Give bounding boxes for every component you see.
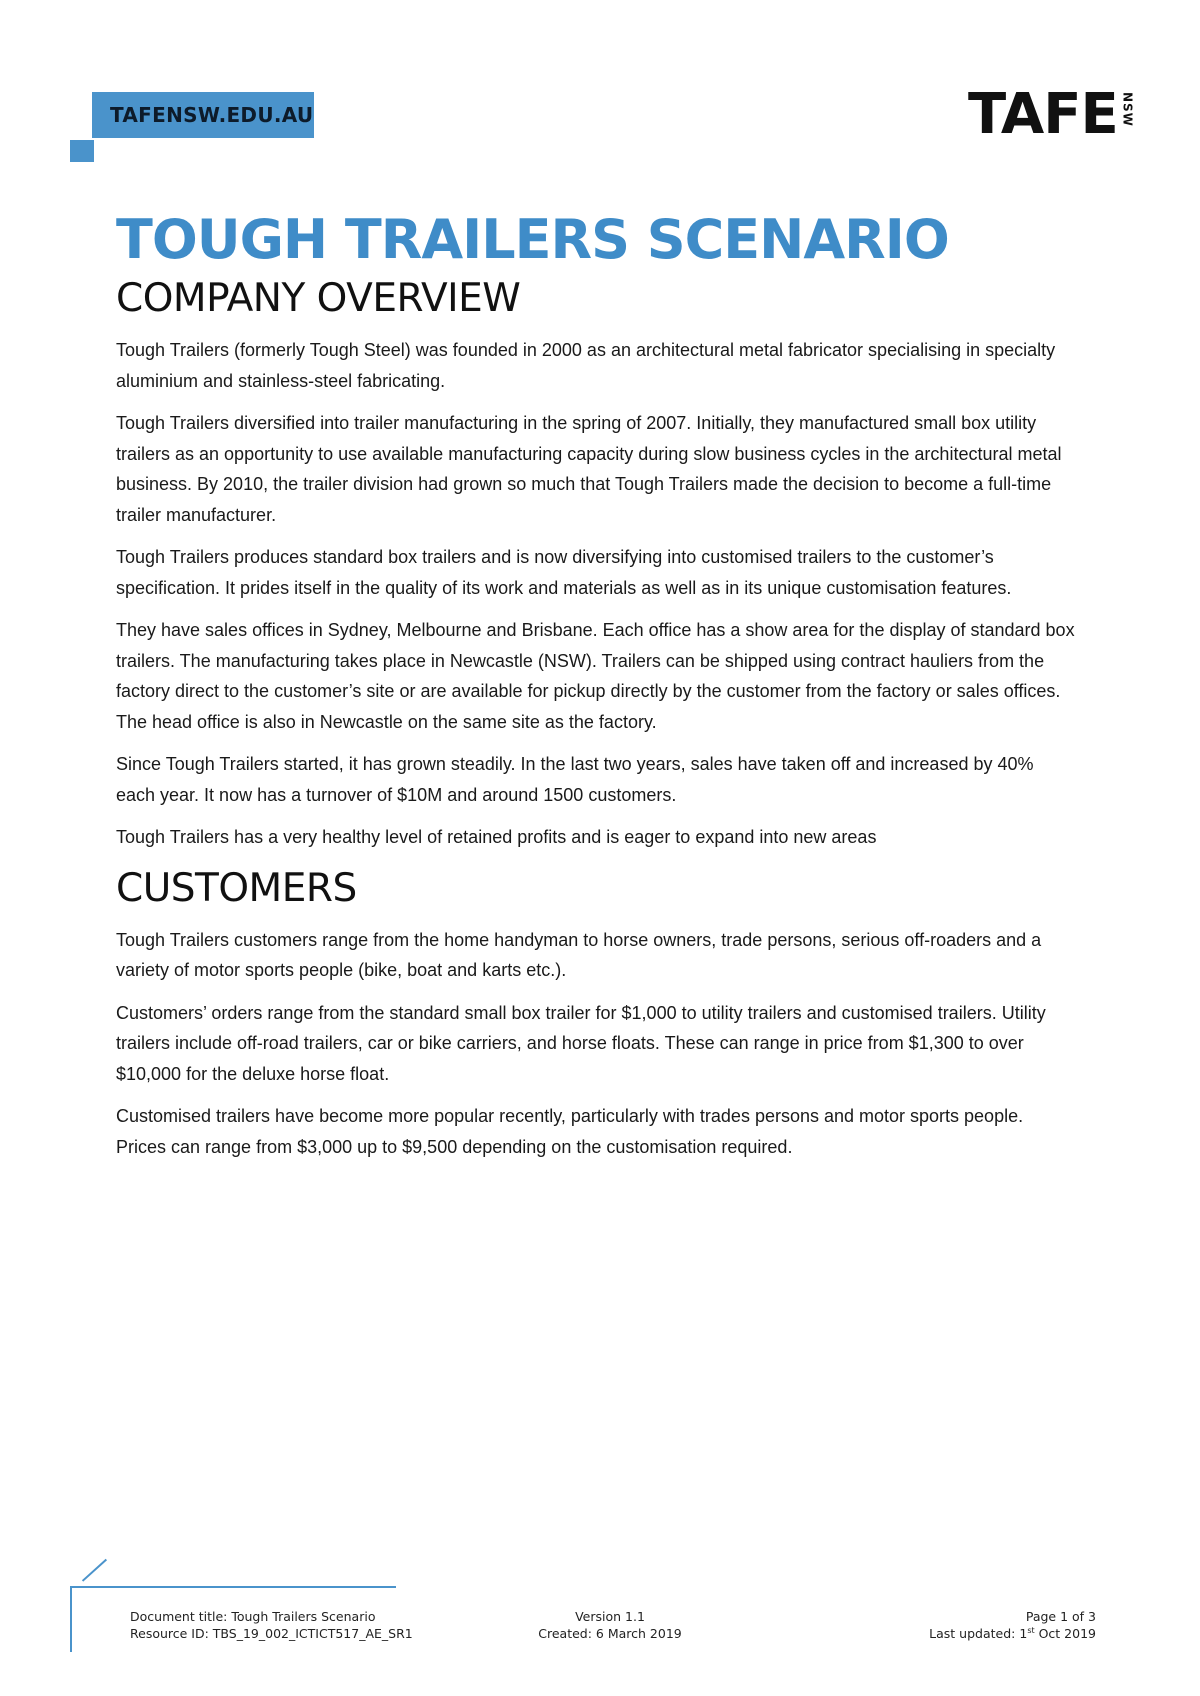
footer-page-number: Page 1 of 3 bbox=[1025, 1609, 1096, 1624]
section-company-overview bbox=[116, 335, 1076, 853]
paragraph: Since Tough Trailers started, it has grown steadily. In the last two years, sales have taken off and increased by 40% each year. It now has a turnover of $10M and around 1500 customers. bbox=[116, 754, 1034, 805]
section-heading-company-overview: COMPANY OVERVIEW bbox=[116, 276, 521, 321]
paragraph: Customised trailers have become more popular recently, particularly with trades persons and motor sports people. Prices can range from $3,000 up to $9,500 depending on the customisation required. bbox=[116, 1106, 1024, 1157]
paragraph: Tough Trailers (formerly Tough Steel) was founded in 2000 as an architectural metal fabricator specialising in specialty aluminium and stainless-steel fabricating. bbox=[116, 340, 1056, 391]
footer-rule-horizontal bbox=[70, 1586, 396, 1588]
logo-word: TAFE bbox=[968, 82, 1118, 147]
site-badge-text: TAFENSW.EDU.AU bbox=[110, 103, 314, 127]
footer-rule-diagonal bbox=[82, 1559, 107, 1582]
document-body bbox=[116, 205, 1076, 1174]
footer-last-updated-suffix: Oct 2019 bbox=[1034, 1626, 1096, 1641]
footer-last-updated-ordinal: st bbox=[1027, 1625, 1035, 1635]
footer-right bbox=[929, 1608, 1096, 1642]
footer-left bbox=[130, 1608, 413, 1642]
footer-rule-vertical bbox=[70, 1586, 72, 1652]
footer-middle bbox=[530, 1608, 690, 1642]
paragraph: Tough Trailers customers range from the home handyman to horse owners, trade persons, serious off-roaders and a variety of motor sports people (bike, boat and karts etc.). bbox=[116, 929, 1042, 980]
document-title: TOUGH TRAILERS SCENARIO bbox=[116, 208, 949, 271]
paragraph: Customers’ orders range from the standard small box trailer for $1,000 to utility trailers and customised trailers. Utility trailers include off-road trailers, car or bike carriers, and horse floats. These can range in price from $1,300 to over $10,000 for the deluxe horse float. bbox=[116, 1002, 1046, 1084]
badge-accent-square bbox=[70, 140, 94, 162]
section-heading-customers: CUSTOMERS bbox=[116, 865, 357, 911]
footer-last-updated-prefix: Last updated: 1 bbox=[929, 1626, 1028, 1641]
footer-resource-id: Resource ID: TBS_19_002_ICTICT517_AE_SR1 bbox=[130, 1626, 413, 1641]
paragraph: They have sales offices in Sydney, Melbourne and Brisbane. Each office has a show area for the display of standard box trailers. The manufacturing takes place in Newcastle (NSW). Trailers can be shipped using contract hauliers from the factory direct to the customer’s site or are available for pickup directly by the customer from the factory or sales offices. The head office is also in Newcastle on the same site as the factory. bbox=[116, 620, 1075, 732]
footer-created: Created: 6 March 2019 bbox=[538, 1626, 682, 1641]
paragraph: Tough Trailers produces standard box trailers and is now diversifying into customised trailers to the customer’s specification. It prides itself in the quality of its work and materials as well as in its unique customisation features. bbox=[116, 547, 1012, 598]
tafe-nsw-logo bbox=[968, 82, 1135, 147]
footer-last-updated bbox=[929, 1625, 1096, 1642]
section-customers bbox=[116, 925, 1076, 1163]
footer-document-title: Document title: Tough Trailers Scenario bbox=[130, 1609, 376, 1624]
site-badge bbox=[92, 92, 314, 138]
paragraph: Tough Trailers diversified into trailer manufacturing in the spring of 2007. Initially, they manufactured small box utility trailers as an opportunity to use available manufacturing capacity during slow business cycles in the architectural metal business. By 2010, the trailer division had grown so much that Tough Trailers made the decision to become a full-time trailer manufacturer. bbox=[116, 413, 1062, 525]
logo-nsw: NSW bbox=[1120, 92, 1135, 127]
footer-version: Version 1.1 bbox=[575, 1609, 645, 1624]
paragraph: Tough Trailers has a very healthy level of retained profits and is eager to expand into new areas bbox=[116, 827, 877, 847]
